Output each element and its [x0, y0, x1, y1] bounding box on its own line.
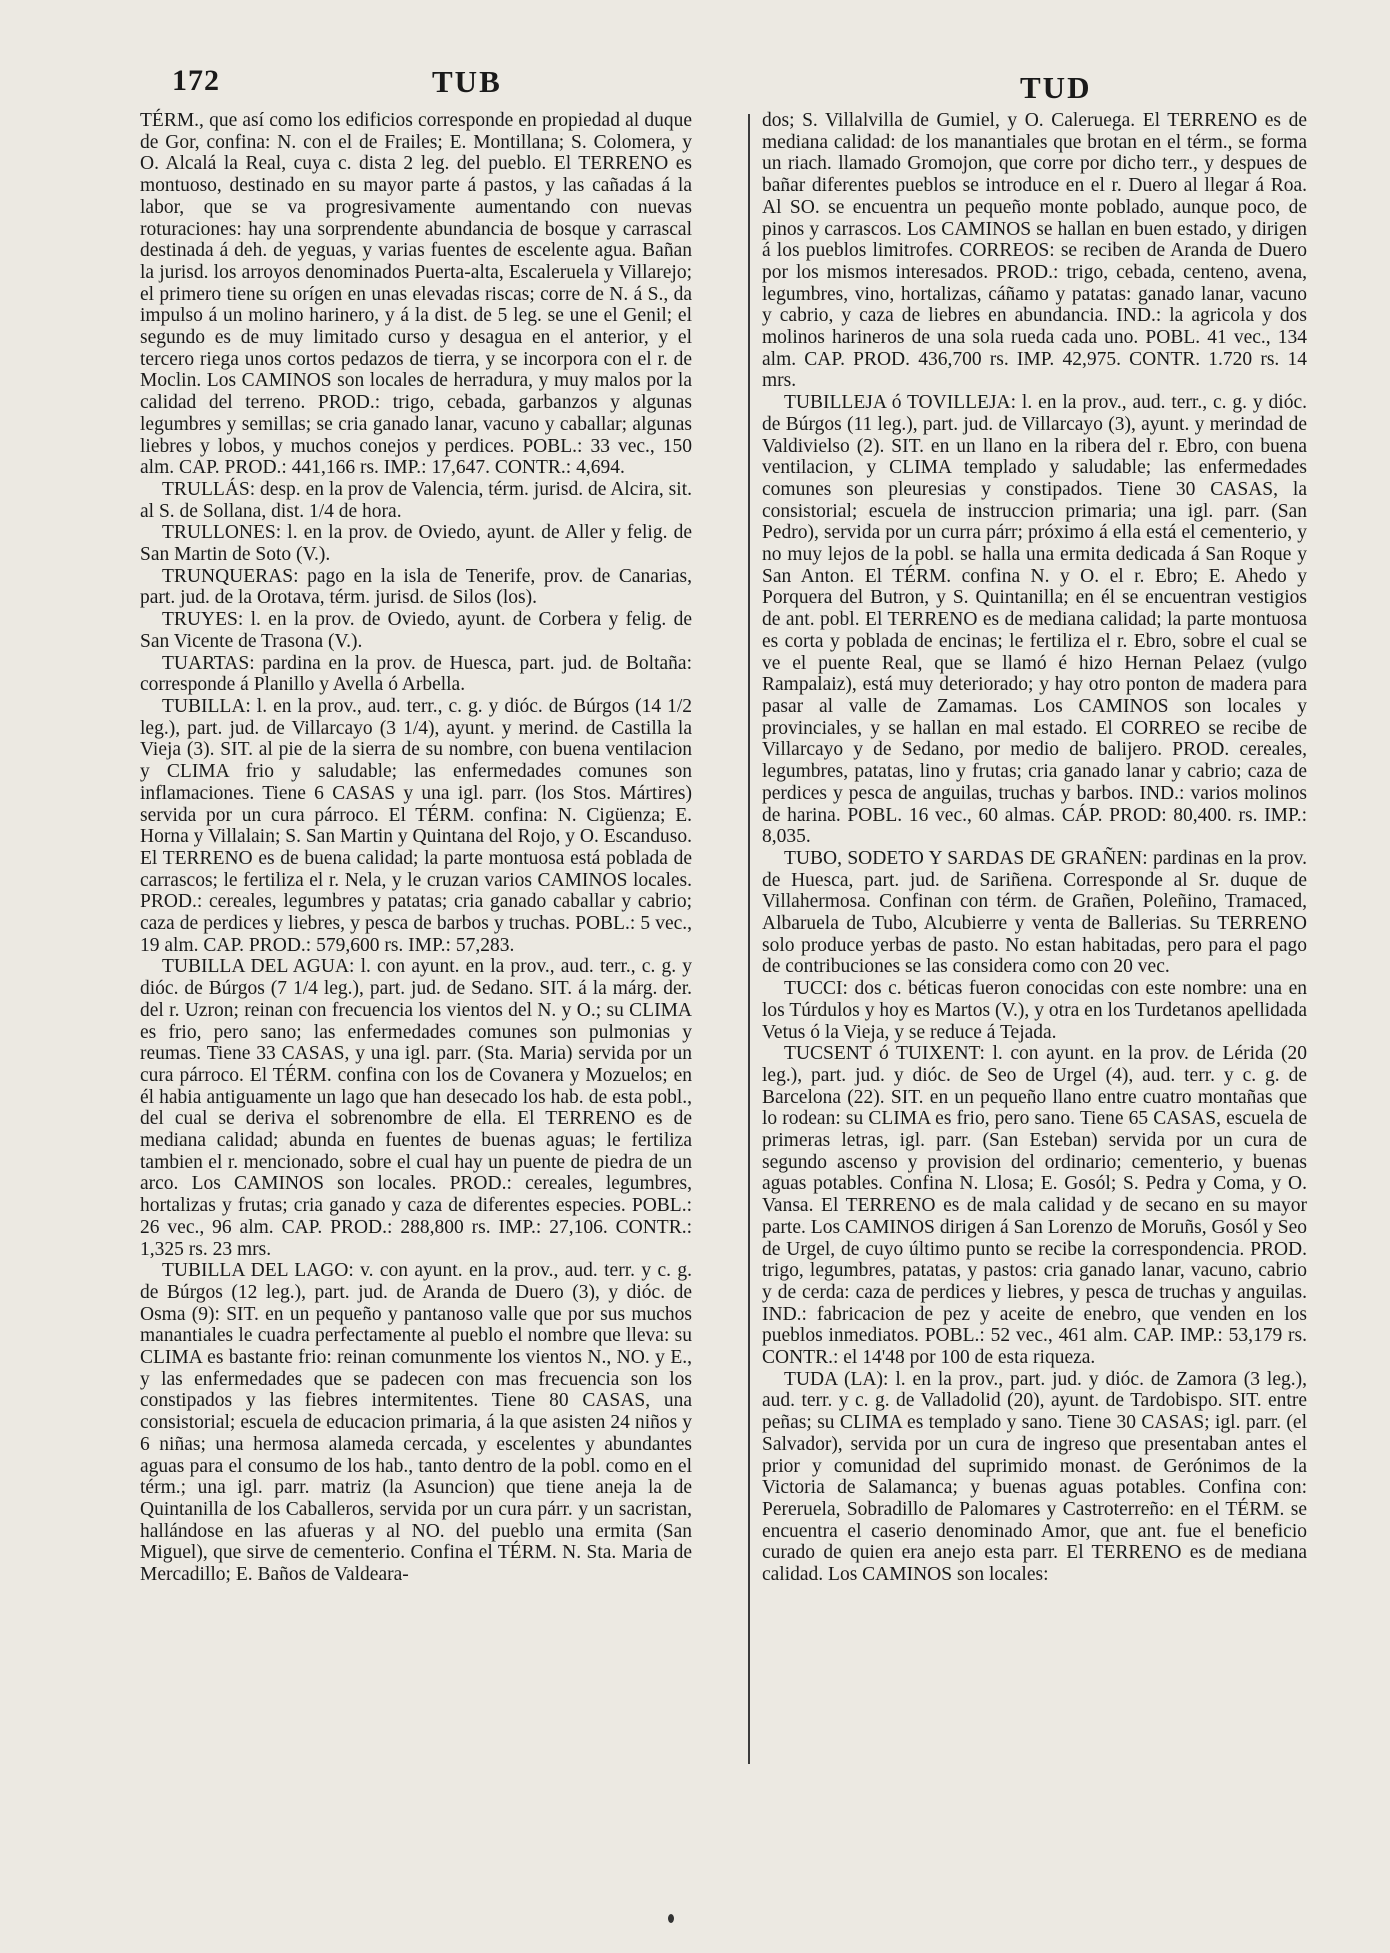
entry-tubilla: TUBILLA: l. en la prov., aud. terr., c. g. y dióc. de Búrgos (14 1/2 leg.), part. jud. de Villarcayo (3 1/4), ayunt. y merind. de Castilla la Vieja (3). SIT. al pie de la sierra de su nombre, con buena ventilacion y CLIMA frio y saludable; las enfermedades comunes son inflamaciones. Tiene 6 CASAS y una igl. parr. (los Stos. Mártires) servida por un cura párroco. El TÉRM. confina: N. Cigüenza; E. Horna y Villalain; S. San Martin y Quintana del Rojo, y O. Escanduso. El TERRENO es de buena calidad; la parte montuosa está poblada de carrascos; le fertiliza el r. Nela, y le cruzan varios CAMINOS locales. PROD.: cereales, legumbres y patatas; cria ganado caballar y cabrio; caza de perdices y liebres, y pesca de barbos y truchas. POBL.: 5 vec., 19 alm. CAP. PROD.: 579,600 rs. IMP.: 57,283. [140, 695, 692, 956]
entry-tuda: TUDA (LA): l. en la prov., part. jud. y dióc. de Zamora (3 leg.), aud. terr. y c. g. de Valladolid (20), ayunt. de Tardobispo. SIT. entre peñas; su CLIMA es templado y sano. Tiene 30 CASAS; igl. parr. (el Salvador), servida por un cura de ingreso que presentaban antes el prior y comunidad del suprimido monast. de Gerónimos de la Victoria de Salamanca; y buenas aguas potables. Confina con: Pereruela, Sobradillo de Palomares y Castroterreño: en el TÉRM. se encuentra el caserio denominado Amor, que ant. fue el beneficio curado de quien era anejo esta parr. El TERRENO es de mediana calidad. Los CAMINOS son locales: [762, 1368, 1307, 1586]
right-running-head: TUD [1020, 70, 1092, 105]
entry-trullas: TRULLÁS: desp. en la prov de Valencia, térm. jurisd. de Alcira, sit. al S. de Sollana, dist. 1/4 de hora. [140, 478, 692, 522]
entry-trunqueras: TRUNQUERAS: pago en la isla de Tenerife, prov. de Canarias, part. jud. de la Orotava, térm. jurisd. de Silos (los). [140, 565, 692, 609]
page-header [150, 64, 1330, 116]
right-column [762, 110, 1307, 1586]
left-column [140, 110, 692, 1586]
left-running-head: TUB [432, 64, 502, 99]
entry-tubilla-del-lago: TUBILLA DEL LAGO: v. con ayunt. en la prov., aud. terr. y c. g. de Búrgos (12 leg.), part. jud. de Aranda de Duero (3), y dióc. de Osma (9): SIT. en un pequeño y pantanoso valle que por sus muchos manantiales le cuadra perfectamente al pueblo el nombre que lleva: su CLIMA es bastante frio: reinan comunmente los vientos N., NO. y E., y las enfermedades que se padecen con mas frecuencia son los constipados y las fiebres intermitentes. Tiene 80 CASAS, una consistorial; escuela de educacion primaria, á la que asisten 24 niños y 6 niñas; una hermosa alameda cercada, y escelentes y abundantes aguas para el consumo de los hab., tanto dentro de la pobl. como en el térm.; una igl. parr. matriz (la Asuncion) que tiene aneja la de Quintanilla de los Caballeros, servida por un cura párr. y un sacristan, hallándose en las afueras y al NO. del pueblo una ermita (San Miguel), que sirve de cementerio. Confina el TÉRM. N. Sta. Maria de Mercadillo; E. Baños de Valdeara- [140, 1260, 692, 1586]
column-divider [748, 114, 750, 1764]
page-speck [668, 1914, 674, 1923]
entry-tubilleja: TUBILLEJA ó TOVILLEJA: l. en la prov., aud. terr., c. g. y dióc. de Búrgos (11 leg.), part. jud. de Villarcayo (3), ayunt. y merindad de Valdivielso (2). SIT. en un llano en la ribera del r. Ebro, con buena ventilacion, y CLIMA templado y saludable; las enfermedades comunes son pleuresias y constipados. Tiene 30 CASAS, la consistorial; escuela de instruccion primaria; una igl. parr. (San Pedro), servida por un curra párr; próximo á ella está el cementerio, y no muy lejos de la pobl. se halla una ermita dedicada á San Roque y San Anton. El TÉRM. confina N. y O. el r. Ebro; E. Ahedo y Porquera del Butron, y S. Quintanilla; en él se encuentran vestigios de ant. pobl. El TERRENO es de mediana calidad; la parte montuosa es corta y poblada de encinas; le fertiliza el r. Ebro, sobre el cual se ve el puente Real, que se llamó é hizo Hernan Pelaez (vulgo Rampalaiz), está muy deteriorado; y hay otro ponton de madera para pasar al valle de Zamamas. Los CAMINOS son locales y provinciales, y se hallan en mal estado. El CORREO se recibe de Villarcayo y de Sedano, por medio de balijero. PROD. cereales, legumbres, patatas, lino y frutas; cria ganado lanar y cabrio; caza de perdices y pesca de anguilas, truchas y barbos. IND.: varios molinos de harina. POBL. 16 vec., 60 almas. CÁP. PROD: 80,400. rs. IMP.: 8,035. [762, 392, 1307, 848]
entry-tuartas: TUARTAS: pardina en la prov. de Huesca, part. jud. de Boltaña: corresponde á Planillo y Avella ó Arbella. [140, 652, 692, 696]
entry-continuation: TÉRM., que así como los edificios corresponde en propiedad al duque de Gor, confina: N. con el de Frailes; E. Montillana; S. Colomera, y O. Alcalá la Real, cuya c. dista 2 leg. del pueblo. El TERRENO es montuoso, destinado en su mayor parte á pastos, y las cañadas á la labor, que se va progresivamente aumentando con nuevas roturaciones: hay una sorprendente abundancia de bosque y carrascal destinada á deh. de yeguas, y varias fuentes de escelente agua. Bañan la jurisd. los arroyos denominados Puerta-alta, Escaleruela y Villarejo; el primero tiene su orígen en unas elevadas riscas; corre de N. á S., da impulso á un molino harinero, y á la dist. de 5 leg. se une el Genil; el segundo es de muy limitado curso y desagua en el anterior, y el tercero riega unos cortos pedazos de tierra, y se incorpora con el r. de Moclin. Los CAMINOS son locales de herradura, y muy malos por la calidad del terreno. PROD.: trigo, cebada, garbanzos y algunas legumbres y semillas; se cria ganado lanar, vacuno y caballar; algunas liebres y lobos, y muchos conejos y perdices. POBL.: 33 vec., 150 alm. CAP. PROD.: 441,166 rs. IMP.: 17,647. CONTR.: 4,694. [140, 110, 692, 479]
entry-tucci: TUCCI: dos c. béticas fueron conocidas con este nombre: una en los Túrdulos y hoy es Martos (V.), y otra en los Turdetanos apellidada Vetus ó la Vieja, y se reduce á Tejada. [762, 978, 1307, 1043]
entry-truyes: TRUYES: l. en la prov. de Oviedo, ayunt. de Corbera y felig. de San Vicente de Trasona (V.). [140, 609, 692, 652]
page-number: 172 [172, 64, 220, 97]
entry-tucsent: TUCSENT ó TUIXENT: l. con ayunt. en la prov. de Lérida (20 leg.), part. jud. y dióc. de Seo de Urgel (4), aud. terr. y c. g. de Barcelona (22). SIT. en un pequeño llano entre cuatro montañas que lo rodean: su CLIMA es frio, pero sano. Tiene 65 CASAS, escuela de primeras letras, igl. parr. (San Esteban) servida por un cura de segundo ascenso y provision del ordinario; cementerio, y buenas aguas potables. Confina N. Llosa; E. Gosól; S. Pedra y Coma, y O. Vansa. El TERRENO es de mala calidad y de secano en su mayor parte. Los CAMINOS dirigen á San Lorenzo de Moruñs, Gosól y Seo de Urgel, de cuyo último punto se recibe la correspondencia. PROD. trigo, legumbres, patatas, y pastos: cria ganado lanar, vacuno, cabrio y de cerda: caza de perdices y liebres, y pesca de truchas y anguilas. IND.: fabricacion de pez y aceite de enebro, que venden en los pueblos inmediatos. POBL.: 52 vec., 461 alm. CAP. IMP.: 53,179 rs. CONTR.: el 14'48 por 100 de esta riqueza. [762, 1043, 1307, 1369]
entry-tubilla-del-agua: TUBILLA DEL AGUA: l. con ayunt. en la prov., aud. terr., c. g. y dióc. de Búrgos (7 1/4 leg.), part. jud. de Sedano. SIT. á la márg. der. del r. Uzron; reinan con frecuencia los vientos del N. y O.; su CLIMA es frio, pero sano; las enfermedades comunes son pulmonias y reumas. Tiene 33 CASAS, y una igl. parr. (Sta. Maria) servida por un cura párroco. El TÉRM. confina con los de Covanera y Mozuelos; en él habia antiguamente un lago que han desecado los hab. de esta pobl., del cual se deriva el sobrenombre de ella. El TERRENO es de mediana calidad; abunda en fuentes de buenas aguas; le fertiliza tambien el r. mencionado, sobre el cual hay un puente de piedra de un arco. Los CAMINOS son locales. PROD.: cereales, legumbres, hortalizas y frutas; cria ganado y caza de diferentes especies. POBL.: 26 vec., 96 alm. CAP. PROD.: 288,800 rs. IMP.: 27,106. CONTR.: 1,325 rs. 23 mrs. [140, 956, 692, 1260]
entry-trullones: TRULLONES: l. en la prov. de Oviedo, ayunt. de Aller y felig. de San Martin de Soto (V.). [140, 522, 692, 566]
entry-tubo-sodeto: TUBO, SODETO Y SARDAS DE GRAÑEN: pardinas en la prov. de Huesca, part. jud. de Sariñena. Corresponde al Sr. duque de Villahermosa. Confinan con térm. de Grañen, Poleñino, Tramaced, Albaruela de Tubo, Alcubierre y venta de Ballerias. Su TERRENO solo produce yerbas de pasto. No estan habitadas, pero para el pago de contribuciones se las considera como con 20 vec. [762, 847, 1307, 978]
entry-continuation-right: dos; S. Villalvilla de Gumiel, y O. Caleruega. El TERRENO es de mediana calidad: de los manantiales que brotan en el térm., se forma un riach. llamado Gromojon, que corre por dicho terr., y despues de bañar diferentes pueblos se introduce en el r. Duero al llegar á Roa. Al SO. se encuentra un pequeño monte poblado, aunque poco, de pinos y carrascos. Los CAMINOS se hallan en buen estado, y dirigen á los pueblos limitrofes. CORREOS: se reciben de Aranda de Duero por los mismos interesados. PROD.: trigo, cebada, centeno, avena, legumbres, vino, hortalizas, cáñamo y patatas: ganado lanar, vacuno y cabrio, y caza de liebres en abundancia. IND.: la agricola y dos molinos harineros de una sola rueda cada uno. POBL. 41 vec., 134 alm. CAP. PROD. 436,700 rs. IMP. 42,975. CONTR. 1.720 rs. 14 mrs. [762, 110, 1307, 392]
